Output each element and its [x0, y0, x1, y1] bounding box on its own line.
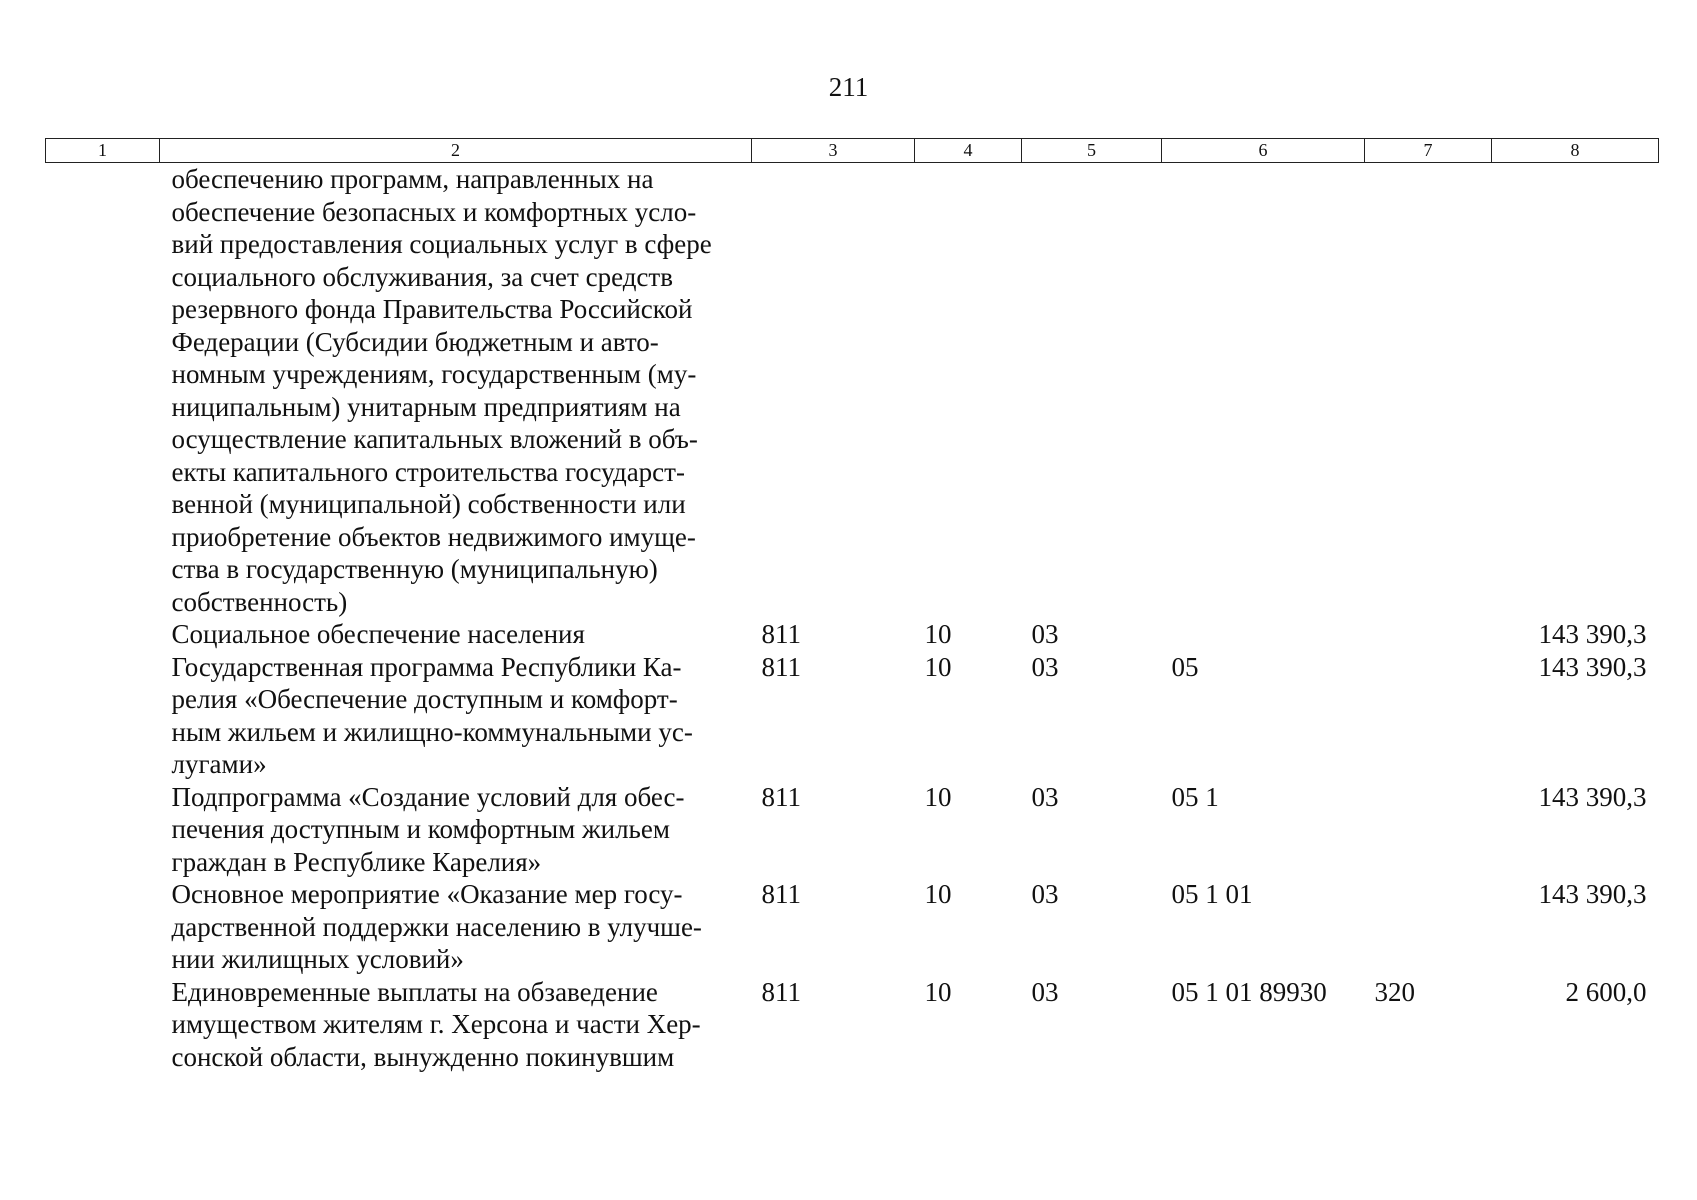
description-line: релия «Обеспечение доступным и комфорт- — [171, 684, 678, 714]
description-line: резервного фонда Правительства Российской — [171, 294, 693, 324]
description-line: Единовременные выплаты на обзаведение — [171, 976, 658, 1007]
column-header-2: 2 — [160, 139, 752, 163]
description-line: приобретение объектов недвижимого имуще- — [171, 521, 696, 552]
description-line: дарственной поддержки населению в улучше- — [171, 911, 702, 942]
description-line: номным учреждениям, государственным (му- — [171, 359, 697, 389]
ministry-code-cell — [752, 163, 915, 619]
description-cell — [160, 651, 752, 781]
ministry-code-cell: 811 — [761, 879, 801, 909]
description-line: ства в государственную (муниципальную) — [171, 554, 658, 584]
amount-cell: 143 390,3 — [1538, 619, 1647, 649]
subsection-code-cell: 03 — [1031, 619, 1059, 649]
expense-type-cell — [1365, 163, 1492, 619]
amount-cell: 143 390,3 — [1538, 879, 1647, 909]
target-article-cell: 05 1 — [1171, 781, 1219, 812]
table-row — [46, 878, 1659, 976]
row-number-cell — [46, 651, 160, 781]
target-article-cell: 05 — [1171, 651, 1199, 682]
description-line: нии жилищных условий» — [171, 944, 464, 974]
description-line: социального обслуживания, за счет средств — [171, 261, 673, 292]
column-header-8: 8 — [1492, 139, 1659, 163]
section-code-cell: 10 — [924, 781, 952, 812]
description-line: ным жильем и жилищно-коммунальными ус- — [171, 716, 693, 747]
section-code-cell: 10 — [924, 976, 952, 1007]
column-header-3: 3 — [752, 139, 915, 163]
section-code-cell — [915, 163, 1022, 619]
target-article-cell — [1162, 163, 1365, 619]
column-header-5: 5 — [1022, 139, 1162, 163]
description-line: имуществом жителям г. Херсона и части Хер- — [171, 1009, 701, 1039]
description-line: обеспечению программ, направленных на — [171, 164, 654, 194]
table-row — [46, 976, 1659, 1074]
description-line: лугами» — [171, 749, 267, 779]
description-line: граждан в Республике Карелия» — [171, 846, 542, 877]
column-header-7: 7 — [1365, 139, 1492, 163]
expense-type-cell — [1365, 618, 1492, 651]
table-row — [46, 618, 1659, 651]
description-line: ниципальным) унитарным предприятиям на — [171, 391, 681, 422]
row-number-cell — [46, 878, 160, 976]
budget-table — [45, 138, 1659, 1073]
row-number-cell — [46, 163, 160, 619]
table-row — [46, 163, 1659, 619]
description-line: вий предоставления социальных услуг в сфере — [171, 229, 712, 259]
amount-cell — [1492, 163, 1659, 619]
row-number-cell — [46, 618, 160, 651]
page-number: 211 — [828, 72, 869, 102]
section-code-cell: 10 — [924, 879, 952, 909]
expense-type-cell: 320 — [1374, 976, 1415, 1007]
amount-cell: 143 390,3 — [1538, 651, 1647, 682]
description-line: сонской области, вынужденно покинувшим — [171, 1041, 675, 1072]
description-line: осуществление капитальных вложений в объ- — [171, 424, 698, 454]
description-line: Социальное обеспечение населения — [171, 619, 585, 649]
description-line: екты капитального строительства государст- — [171, 456, 685, 487]
target-article-cell: 05 1 01 89930 — [1171, 976, 1327, 1007]
subsection-code-cell — [1022, 163, 1162, 619]
target-article-cell: 05 1 01 — [1171, 879, 1253, 909]
subsection-code-cell: 03 — [1031, 879, 1059, 909]
description-line: печения доступным и комфортным жильем — [171, 814, 670, 844]
description-line: Федерации (Субсидии бюджетным и авто- — [171, 326, 659, 357]
subsection-code-cell: 03 — [1031, 976, 1059, 1007]
column-header-4: 4 — [915, 139, 1022, 163]
subsection-code-cell: 03 — [1031, 781, 1059, 812]
description-cell — [160, 781, 752, 879]
description-cell — [160, 878, 752, 976]
description-cell — [160, 976, 752, 1074]
expense-type-cell — [1365, 651, 1492, 781]
table-row — [46, 651, 1659, 781]
column-header-1: 1 — [46, 139, 160, 163]
amount-cell: 2 600,0 — [1565, 976, 1647, 1007]
ministry-code-cell: 811 — [761, 619, 801, 649]
description-line: венной (муниципальной) собственности или — [171, 489, 686, 519]
column-header-6: 6 — [1162, 139, 1365, 163]
row-number-cell — [46, 781, 160, 879]
expense-type-cell — [1365, 781, 1492, 879]
ministry-code-cell: 811 — [761, 781, 801, 812]
expense-type-cell — [1365, 878, 1492, 976]
description-cell — [160, 618, 752, 651]
subsection-code-cell: 03 — [1031, 651, 1059, 682]
section-code-cell: 10 — [924, 651, 952, 682]
section-code-cell: 10 — [924, 619, 952, 649]
description-line: Государственная программа Республики Ка- — [171, 651, 682, 682]
description-line: обеспечение безопасных и комфортных усло- — [171, 196, 697, 227]
description-line: Подпрограмма «Создание условий для обес- — [171, 781, 685, 812]
target-article-cell — [1162, 618, 1365, 651]
table-body — [46, 163, 1659, 1074]
description-line: Основное мероприятие «Оказание мер госу- — [171, 879, 683, 909]
amount-cell: 143 390,3 — [1538, 781, 1647, 812]
ministry-code-cell: 811 — [761, 651, 801, 682]
description-cell — [160, 163, 752, 619]
row-number-cell — [46, 976, 160, 1074]
ministry-code-cell: 811 — [761, 976, 801, 1007]
description-line: собственность) — [171, 586, 348, 617]
column-header-row — [46, 139, 1659, 163]
table-row — [46, 781, 1659, 879]
